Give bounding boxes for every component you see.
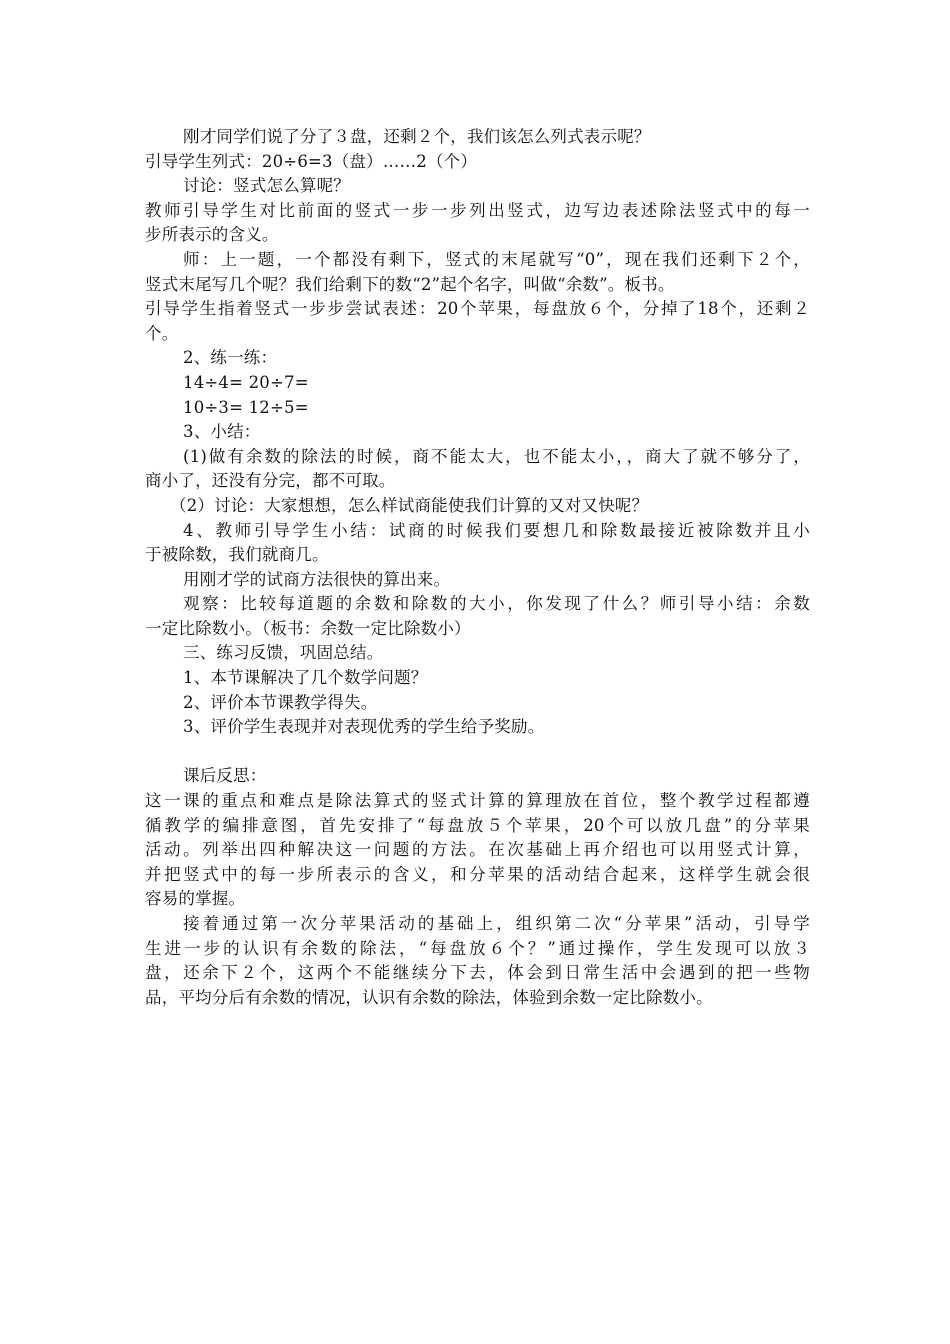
text-line: 14÷4= 20÷7=	[183, 372, 309, 392]
text-line: 竖式末尾写几个呢？我们给剩下的数“2”起个名字，叫做“余数”。板书。	[145, 274, 675, 294]
text-line: (1)做有余数的除法的时候，商不能太大，也不能太小，，商大了就不够分了，	[183, 446, 810, 466]
text-line: 观察：比较每道题的余数和除数的大小，你发现了什么？师引导小结：余数	[183, 594, 810, 614]
text-line: 课后反思：	[183, 766, 267, 786]
text-line: 师：上一题，一个都没有剩下，竖式的末尾就写“0”，现在我们还剩下２个，	[183, 249, 810, 269]
text-line: 品，平均分后有余数的情况，认识有余数的除法，体验到余数一定比除数小。	[145, 987, 713, 1007]
text-line: 这一课的重点和难点是除法算式的竖式计算的算理放在首位，整个教学过程都遵	[145, 791, 810, 811]
text-line: 引导学生指着竖式一步步尝试表述：20个苹果，每盘放６个，分掉了18个，还剩２	[145, 299, 810, 319]
text-line: 盘，还余下２个，这两个不能继续分下去，体会到日常生活中会遇到的把一些物	[145, 963, 810, 983]
text-line: 用刚才学的试商方法很快的算出来。	[183, 569, 451, 589]
text-line: 容易的掌握。	[145, 889, 246, 909]
text-line: 个。	[145, 323, 179, 343]
document-body	[145, 125, 810, 1010]
text-line: 接着通过第一次分苹果活动的基础上，组织第二次“分苹果”活动，引导学	[183, 914, 810, 933]
text-line: （2）讨论：大家想想，怎么样试商能使我们计算的又对又快呢？	[170, 495, 649, 515]
text-line: 并把竖式中的每一步所表示的含义，和分苹果的活动结合起来，这样学生就会很	[145, 864, 810, 884]
text-line: 讨论：竖式怎么算呢？	[183, 176, 350, 196]
text-line: 1、本节课解决了几个数学问题？	[183, 668, 428, 688]
text-line: 一定比除数小。（板书：余数一定比除数小）	[145, 618, 471, 638]
text-line: 3、评价学生表现并对表现优秀的学生给予奖励。	[183, 717, 545, 737]
blank-line	[145, 740, 810, 765]
text-line: 活动。列举出四种解决这一问题的方法。在次基础上再介绍也可以用竖式计算，	[145, 840, 810, 860]
text-line: 引导学生列式：20÷6=3（盘）……2（个）	[145, 151, 478, 171]
text-line: 于被除数，我们就商几。	[145, 545, 329, 565]
text-line: 2、评价本节课教学得失。	[183, 692, 378, 712]
text-line: 10÷3= 12÷5=	[183, 397, 309, 417]
text-line: 2、练一练：	[183, 348, 278, 368]
text-line: 三、练习反馈，巩固总结。	[183, 643, 384, 663]
text-line: 生进一步的认识有余数的除法，“每盘放６个？”通过操作，学生发现可以放３	[145, 938, 810, 958]
text-line: 步所表示的含义。	[145, 225, 279, 245]
text-line: 3、小结：	[183, 422, 261, 442]
text-line: 4、教师引导学生小结：试商的时候我们要想几和除数最接近被除数并且小	[183, 520, 810, 540]
text-line: 商小了，还没有分完，都不可取。	[145, 471, 396, 491]
text-line: 教师引导学生对比前面的竖式一步一步列出竖式，边写边表述除法竖式中的每一	[145, 200, 810, 220]
text-line: 刚才同学们说了分了３盘，还剩２个，我们该怎么列式表示呢？	[183, 127, 651, 146]
text-line: 循教学的编排意图，首先安排了“每盘放５个苹果，20个可以放几盘”的分苹果	[145, 815, 810, 835]
